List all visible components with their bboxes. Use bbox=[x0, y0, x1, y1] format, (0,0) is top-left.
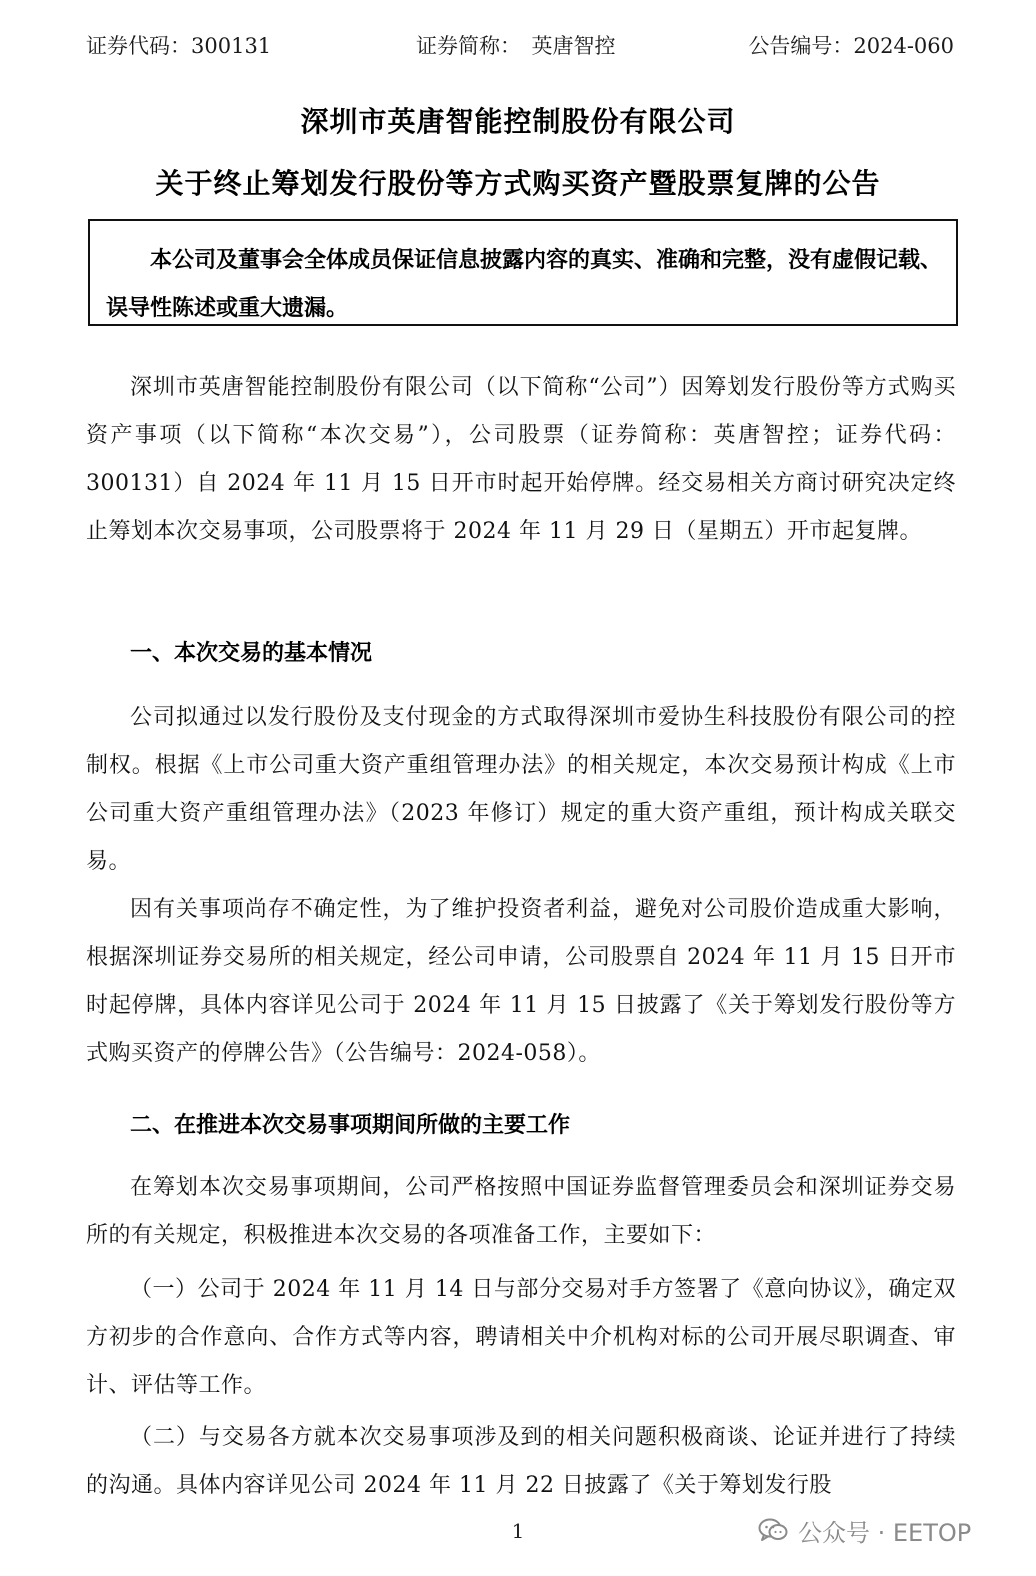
wechat-icon bbox=[758, 1517, 788, 1543]
section-1-heading: 一、本次交易的基本情况 bbox=[130, 641, 373, 666]
section-2-heading: 二、在推进本次交易事项期间所做的主要工作 bbox=[130, 1113, 571, 1138]
intro-paragraph: 深圳市英唐智能控制股份有限公司（以下简称“公司”）因筹划发行股份等方式购买资产事项（以下简称“本次交易”），公司股票（证券简称：英唐智控；证券代码：300131）自 2024 年 11 月 15 日开市时起开始停牌。经交易相关方商讨研究决定终止筹划本次交易事项，公司股票将于 2024 年 11 月 29 日（星期五）开市起复牌。 bbox=[86, 375, 956, 544]
wechat-watermark bbox=[758, 1510, 971, 1550]
section-2-paragraph-1: 在筹划本次交易事项期间，公司严格按照中国证券监督管理委员会和深圳证券交易所的有关规定，积极推进本次交易的各项准备工作，主要如下： bbox=[86, 1175, 956, 1248]
company-title: 深圳市英唐智能控制股份有限公司 bbox=[300, 105, 736, 138]
section-2-item-2: （二）与交易各方就本次交易事项涉及到的相关问题积极商谈、论证并进行了持续的沟通。具体内容详见公司 2024 年 11 月 22 日披露了《关于筹划发行股 bbox=[86, 1425, 956, 1498]
announcement-title: 关于终止筹划发行股份等方式购买资产暨股票复牌的公告 bbox=[155, 167, 881, 200]
disclosure-notice-box: 本公司及董事会全体成员保证信息披露内容的真实、准确和完整，没有虚假记载、误导性陈述或重大遗漏。 bbox=[88, 219, 958, 326]
document-header bbox=[86, 30, 954, 60]
security-short-name: 证券简称： 英唐智控 bbox=[416, 34, 616, 58]
section-1-paragraph-2: 因有关事项尚存不确定性，为了维护投资者利益，避免对公司股价造成重大影响，根据深圳证券交易所的相关规定，经公司申请，公司股票自 2024 年 11 月 15 日开市时起停牌，具体内容详见公司于 2024 年 11 月 15 日披露了《关于筹划发行股份等方式购买资产的停牌公告》（公告编号：2024-058）。 bbox=[86, 897, 956, 1066]
section-1-paragraph-1: 公司拟通过以发行股份及支付现金的方式取得深圳市爱协生科技股份有限公司的控制权。根据《上市公司重大资产重组管理办法》的相关规定，本次交易预计构成《上市公司重大资产重组管理办法》（2023 年修订）规定的重大资产重组，预计构成关联交易。 bbox=[86, 705, 956, 874]
page-number: 1 bbox=[511, 1519, 525, 1543]
watermark-text: 公众号 · EETOP bbox=[798, 1518, 972, 1547]
security-code: 证券代码：300131 bbox=[86, 34, 272, 58]
section-2-item-1: （一）公司于 2024 年 11 月 14 日与部分交易对手方签署了《意向协议》，确定双方初步的合作意向、合作方式等内容，聘请相关中介机构对标的公司开展尽职调查、审计、评估等工作。 bbox=[86, 1277, 956, 1398]
announcement-number: 公告编号：2024-060 bbox=[748, 34, 954, 58]
